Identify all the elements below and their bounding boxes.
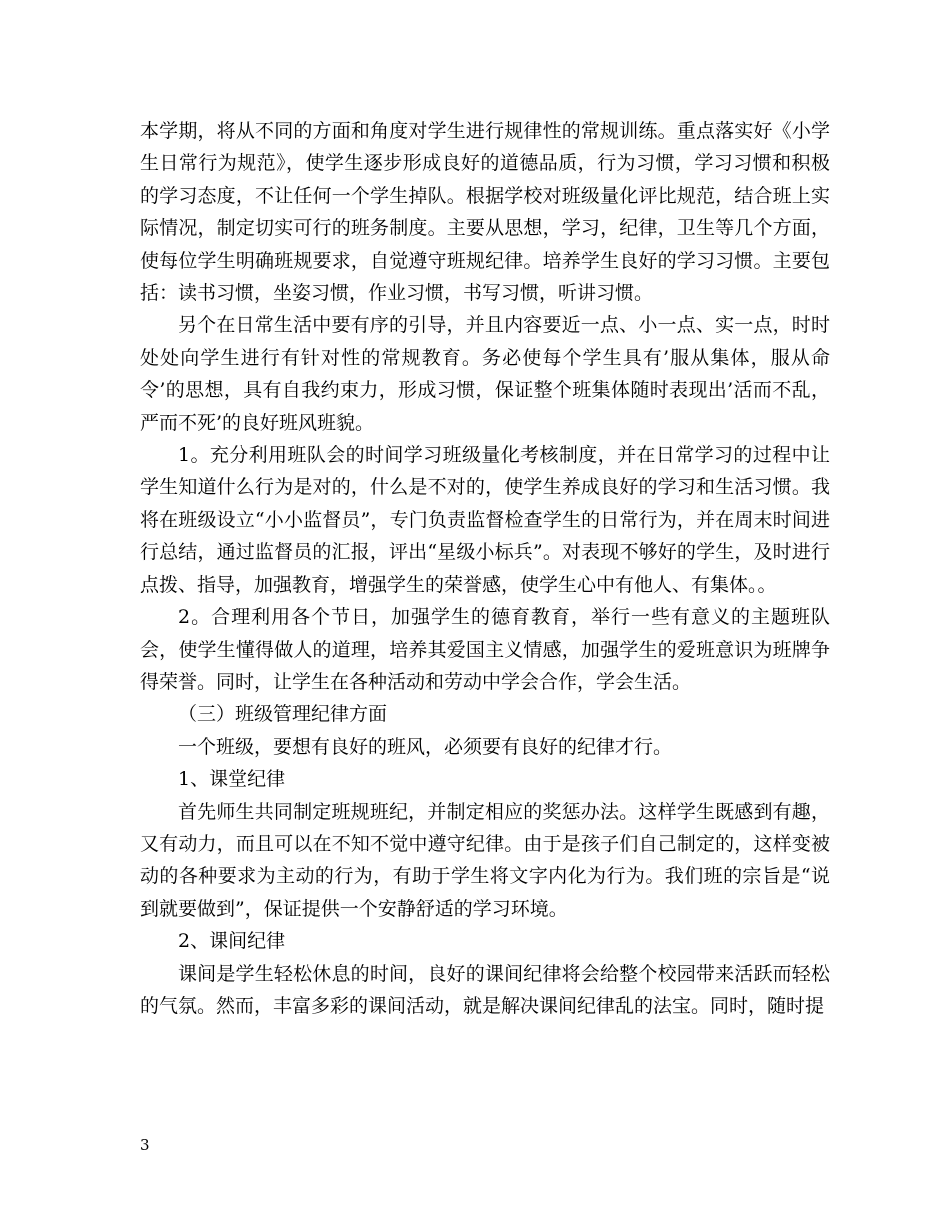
subsection-heading: 2、课间纪律: [178, 930, 286, 953]
paragraph: 一个班级，要想有良好的班风，必须要有良好的纪律才行。: [178, 735, 673, 758]
paragraph: 本学期，将从不同的方面和角度对学生进行规律性的常规训练。重点落实好《小学生日常行为规范》，使学生逐步形成良好的道德品质，行为习惯，学习习惯和积极的学习态度，不让任何一个学生掉队。根据学校对班级量化评比规范，结合班上实际情况，制定切实可行的班务制度。主要从思想，学习，纪律，卫生等几个方面，使每位学生明确班规要求，自觉遵守班规纪律。培养学生良好的学习习惯。主要包括：读书习惯，坐姿习惯，作业习惯，书写习惯，听讲习惯。: [140, 120, 830, 305]
section-heading: （三）班级管理纪律方面: [178, 703, 388, 726]
paragraph: 2。合理利用各个节日，加强学生的德育教育，举行一些有意义的主题班队会，使学生懂得做人的道理，培养其爱国主义情感，加强学生的爱班意识为班牌争得荣誉。同时，让学生在各种活动和劳动中学会合作，学会生活。: [140, 606, 830, 693]
body-text: [140, 115, 830, 1022]
paragraph: 首先师生共同制定班规班纪，并制定相应的奖惩办法。这样学生既感到有趣，又有动力，而且可以在不知不觉中遵守纪律。由于是孩子们自己制定的，这样变被动的各种要求为主动的行为，有助于学生将文字内化为行为。我们班的宗旨是“说到就要做到”，保证提供一个安静舒适的学习环境。: [140, 800, 830, 920]
paragraph: 另个在日常生活中要有序的引导，并且内容要近一点、小一点、实一点，时时处处向学生进行有针对性的常规教育。务必使每个学生具有’服从集体，服从命令’的思想，具有自我约束力，形成习惯，保证整个班集体随时表现出’活而不乱，严而不死’的良好班风班貌。: [140, 314, 830, 434]
page-number: 3: [140, 1136, 150, 1154]
paragraph: 1。充分利用班队会的时间学习班级量化考核制度，并在日常学习的过程中让学生知道什么行为是对的，什么是不对的，使学生养成良好的学习和生活习惯。我将在班级设立“小小监督员”，专门负责监督检查学生的日常行为，并在周末时间进行总结，通过监督员的汇报，评出“星级小标兵”。对表现不够好的学生，及时进行点拨、指导，加强教育，增强学生的荣誉感，使学生心中有他人、有集体。。: [140, 444, 830, 596]
paragraph: 课间是学生轻松休息的时间，良好的课间纪律将会给整个校园带来活跃而轻松的气氛。然而，丰富多彩的课间活动，就是解决课间纪律乱的法宝。同时，随时提: [140, 962, 830, 1017]
subsection-heading: 1、课堂纪律: [178, 768, 286, 791]
